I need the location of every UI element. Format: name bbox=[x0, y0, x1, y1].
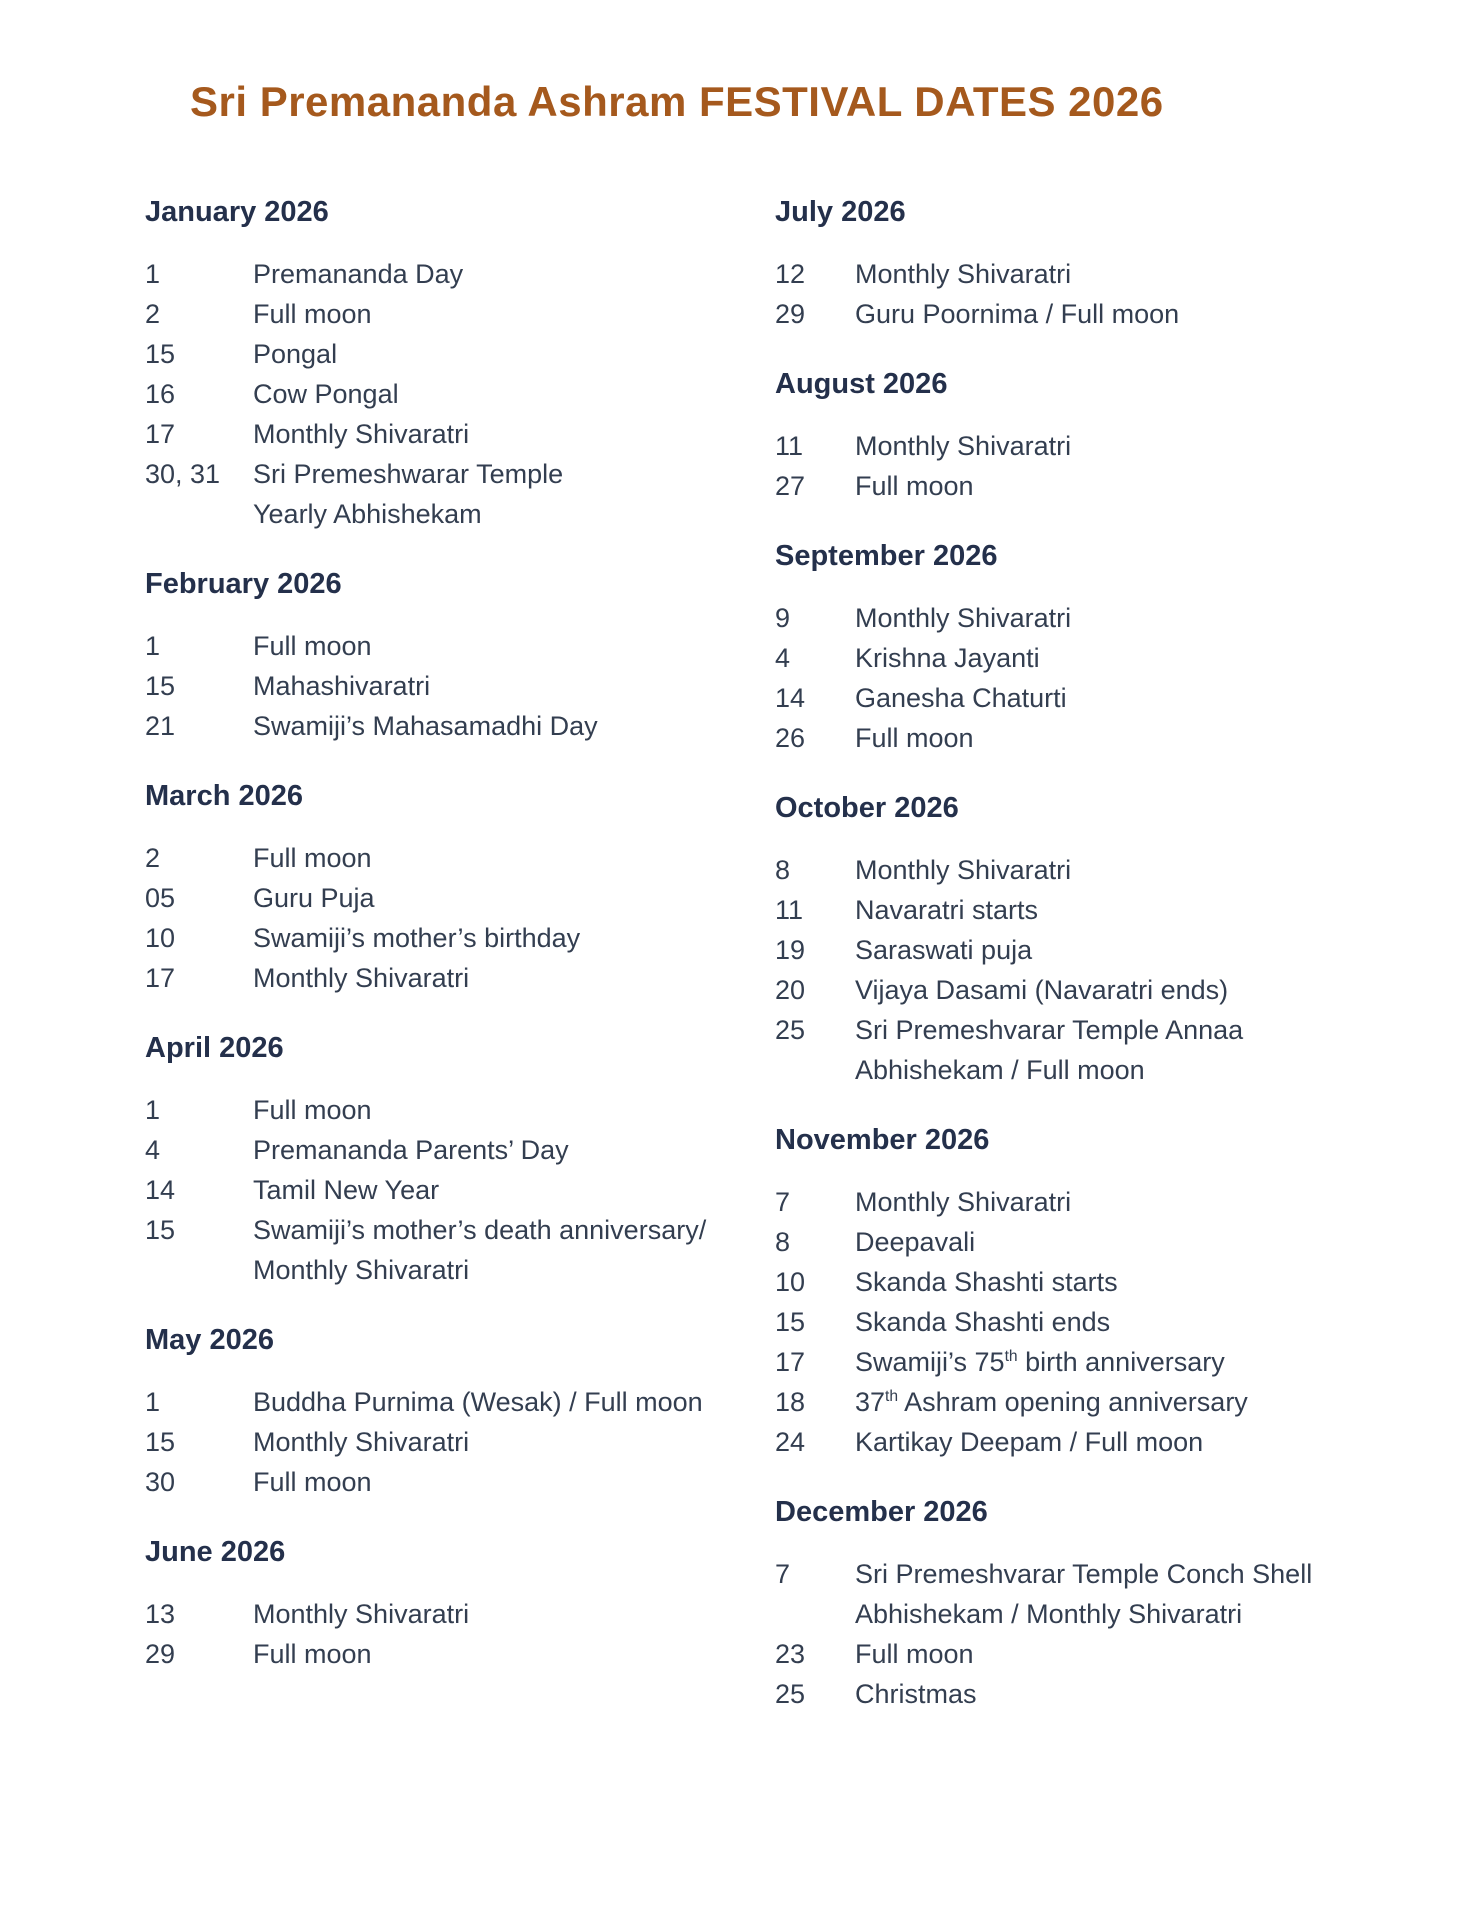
event-line: Monthly Shivaratri bbox=[253, 1255, 470, 1285]
event-line: Full moon bbox=[253, 1095, 372, 1125]
event-row bbox=[145, 294, 775, 334]
event-date: 7 bbox=[775, 1559, 791, 1589]
event-label bbox=[855, 466, 1484, 506]
event-row bbox=[775, 1010, 1484, 1090]
event-date: 19 bbox=[775, 935, 806, 965]
event-row bbox=[775, 598, 1484, 638]
month-section bbox=[775, 536, 1484, 758]
month-section bbox=[145, 564, 775, 746]
month-section bbox=[775, 1120, 1484, 1462]
event-date: 9 bbox=[775, 603, 791, 633]
event-line: Sri Premeshvarar Temple Conch Shell bbox=[855, 1559, 1313, 1589]
event-label bbox=[253, 626, 775, 666]
left-column bbox=[145, 192, 775, 1744]
event-date: 18 bbox=[775, 1387, 806, 1417]
event-label bbox=[855, 970, 1484, 1010]
event-label bbox=[253, 878, 775, 918]
event-date: 12 bbox=[775, 259, 806, 289]
event-row bbox=[775, 1262, 1484, 1302]
event-line: Full moon bbox=[855, 471, 974, 501]
event-label bbox=[253, 1130, 775, 1170]
event-row bbox=[775, 850, 1484, 890]
event-date: 17 bbox=[775, 1347, 806, 1377]
event-label bbox=[855, 1262, 1484, 1302]
event-label bbox=[855, 718, 1484, 758]
event-date: 13 bbox=[145, 1599, 176, 1629]
event-date: 23 bbox=[775, 1639, 806, 1669]
event-line: Full moon bbox=[253, 299, 372, 329]
event-row bbox=[145, 1594, 775, 1634]
event-row bbox=[145, 454, 775, 534]
event-line: Monthly Shivaratri bbox=[855, 603, 1072, 633]
event-row bbox=[775, 970, 1484, 1010]
event-row bbox=[145, 1130, 775, 1170]
month-heading: January 2026 bbox=[145, 196, 329, 228]
event-label bbox=[253, 374, 775, 414]
event-row bbox=[145, 918, 775, 958]
event-row bbox=[145, 1382, 775, 1422]
event-row bbox=[145, 626, 775, 666]
event-label bbox=[253, 1170, 775, 1210]
event-label bbox=[253, 918, 775, 958]
event-date: 1 bbox=[145, 631, 161, 661]
month-section bbox=[775, 1492, 1484, 1714]
month-section bbox=[145, 1532, 775, 1674]
event-label bbox=[855, 850, 1484, 890]
event-line: 37th Ashram opening anniversary bbox=[855, 1387, 1248, 1417]
event-row bbox=[775, 678, 1484, 718]
page-title: Sri Premananda Ashram FESTIVAL DATES 2026 bbox=[190, 78, 1164, 125]
event-row bbox=[775, 466, 1484, 506]
right-column bbox=[775, 192, 1484, 1744]
event-row bbox=[775, 1422, 1484, 1462]
month-section bbox=[775, 192, 1484, 334]
event-date: 16 bbox=[145, 379, 176, 409]
event-date: 2 bbox=[145, 299, 161, 329]
event-row bbox=[775, 1342, 1484, 1382]
event-label bbox=[253, 1382, 775, 1422]
event-line: Monthly Shivaratri bbox=[253, 1427, 470, 1457]
event-line: Saraswati puja bbox=[855, 935, 1033, 965]
month-section bbox=[145, 1028, 775, 1290]
event-label bbox=[855, 678, 1484, 718]
event-line: Christmas bbox=[855, 1679, 977, 1709]
event-line: Tamil New Year bbox=[253, 1175, 440, 1205]
event-date: 4 bbox=[145, 1135, 161, 1165]
month-heading: March 2026 bbox=[145, 780, 303, 812]
event-row bbox=[775, 294, 1484, 334]
event-row bbox=[775, 1222, 1484, 1262]
month-section bbox=[775, 364, 1484, 506]
event-label bbox=[855, 1222, 1484, 1262]
event-line: Ganesha Chaturti bbox=[855, 683, 1067, 713]
event-line: Vijaya Dasami (Navaratri ends) bbox=[855, 975, 1229, 1005]
event-date: 15 bbox=[775, 1307, 806, 1337]
event-line: Monthly Shivaratri bbox=[855, 855, 1072, 885]
event-label bbox=[253, 1090, 775, 1130]
event-line: Full moon bbox=[253, 631, 372, 661]
event-date: 10 bbox=[145, 923, 176, 953]
month-heading: August 2026 bbox=[775, 368, 948, 400]
event-date: 11 bbox=[775, 895, 804, 925]
event-label bbox=[855, 1010, 1484, 1090]
event-label bbox=[253, 1210, 775, 1290]
event-date: 1 bbox=[145, 1387, 161, 1417]
event-row bbox=[775, 1554, 1484, 1634]
event-label bbox=[855, 1302, 1484, 1342]
event-date: 1 bbox=[145, 259, 161, 289]
event-date: 4 bbox=[775, 643, 791, 673]
event-date: 15 bbox=[145, 339, 176, 369]
event-date: 20 bbox=[775, 975, 806, 1005]
event-line: Navaratri starts bbox=[855, 895, 1039, 925]
event-date: 29 bbox=[145, 1639, 176, 1669]
month-section bbox=[145, 1320, 775, 1502]
event-label bbox=[253, 334, 775, 374]
event-line: Swamiji’s mother’s birthday bbox=[253, 923, 581, 953]
month-heading: December 2026 bbox=[775, 1496, 988, 1528]
event-row bbox=[145, 374, 775, 414]
event-label bbox=[253, 1462, 775, 1502]
event-label bbox=[253, 666, 775, 706]
month-heading: July 2026 bbox=[775, 196, 906, 228]
event-line: Abhishekam / Full moon bbox=[855, 1055, 1145, 1085]
event-date: 30, 31 bbox=[145, 459, 221, 489]
event-row bbox=[145, 666, 775, 706]
event-row bbox=[775, 890, 1484, 930]
event-row bbox=[145, 1090, 775, 1130]
event-line: Monthly Shivaratri bbox=[855, 431, 1072, 461]
event-date: 05 bbox=[145, 883, 176, 913]
event-label bbox=[855, 890, 1484, 930]
event-date: 10 bbox=[775, 1267, 806, 1297]
event-line: Guru Puja bbox=[253, 883, 375, 913]
event-date: 15 bbox=[145, 1215, 176, 1245]
event-row bbox=[775, 638, 1484, 678]
event-label bbox=[855, 1342, 1484, 1382]
event-line: Guru Poornima / Full moon bbox=[855, 299, 1180, 329]
event-line: Deepavali bbox=[855, 1227, 976, 1257]
month-heading: October 2026 bbox=[775, 792, 959, 824]
event-label bbox=[855, 638, 1484, 678]
event-line: Pongal bbox=[253, 339, 338, 369]
event-line: Swamiji’s 75th birth anniversary bbox=[855, 1347, 1225, 1377]
event-line: Swamiji’s Mahasamadhi Day bbox=[253, 711, 598, 741]
event-label bbox=[253, 838, 775, 878]
event-row bbox=[145, 1462, 775, 1502]
event-row bbox=[145, 1422, 775, 1462]
event-line: Monthly Shivaratri bbox=[253, 419, 470, 449]
event-date: 26 bbox=[775, 723, 806, 753]
event-line: Full moon bbox=[253, 843, 372, 873]
event-row bbox=[145, 1170, 775, 1210]
event-label bbox=[855, 1634, 1484, 1674]
event-line: Abhishekam / Monthly Shivaratri bbox=[855, 1599, 1243, 1629]
event-date: 15 bbox=[145, 1427, 176, 1457]
event-line: Monthly Shivaratri bbox=[253, 963, 470, 993]
event-line: Mahashivaratri bbox=[253, 671, 431, 701]
event-label bbox=[855, 1554, 1484, 1634]
event-date: 8 bbox=[775, 855, 791, 885]
event-row bbox=[775, 1382, 1484, 1422]
event-date: 11 bbox=[775, 431, 804, 461]
event-line: Yearly Abhishekam bbox=[253, 499, 482, 529]
event-line: Full moon bbox=[855, 1639, 974, 1669]
event-row bbox=[145, 254, 775, 294]
event-label bbox=[855, 294, 1484, 334]
event-row bbox=[145, 1210, 775, 1290]
event-row bbox=[775, 718, 1484, 758]
event-line: Monthly Shivaratri bbox=[253, 1599, 470, 1629]
event-line: Sri Premeshwarar Temple bbox=[253, 459, 564, 489]
event-label bbox=[253, 294, 775, 334]
event-row bbox=[145, 878, 775, 918]
event-row bbox=[775, 1302, 1484, 1342]
event-label bbox=[855, 254, 1484, 294]
event-row bbox=[775, 1182, 1484, 1222]
event-date: 15 bbox=[145, 671, 176, 701]
event-date: 29 bbox=[775, 299, 806, 329]
month-heading: April 2026 bbox=[145, 1032, 284, 1064]
event-row bbox=[145, 1634, 775, 1674]
event-label bbox=[855, 930, 1484, 970]
month-section bbox=[145, 776, 775, 998]
event-label bbox=[253, 254, 775, 294]
event-row bbox=[145, 838, 775, 878]
event-label bbox=[253, 414, 775, 454]
event-date: 24 bbox=[775, 1427, 806, 1457]
event-row bbox=[775, 1634, 1484, 1674]
event-row bbox=[775, 930, 1484, 970]
event-line: Skanda Shashti starts bbox=[855, 1267, 1118, 1297]
event-label bbox=[253, 958, 775, 998]
event-label bbox=[253, 706, 775, 746]
event-label bbox=[855, 1382, 1484, 1422]
event-date: 30 bbox=[145, 1467, 176, 1497]
event-row bbox=[145, 706, 775, 746]
event-line: Monthly Shivaratri bbox=[855, 1187, 1072, 1217]
month-section bbox=[145, 192, 775, 534]
event-date: 27 bbox=[775, 471, 806, 501]
event-row bbox=[775, 254, 1484, 294]
event-date: 17 bbox=[145, 963, 176, 993]
event-label bbox=[855, 1674, 1484, 1714]
event-date: 8 bbox=[775, 1227, 791, 1257]
calendar-columns bbox=[0, 192, 1484, 1744]
event-line: Buddha Purnima (Wesak) / Full moon bbox=[253, 1387, 703, 1417]
event-line: Monthly Shivaratri bbox=[855, 259, 1072, 289]
month-heading: September 2026 bbox=[775, 540, 998, 572]
month-section bbox=[775, 788, 1484, 1090]
event-date: 17 bbox=[145, 419, 176, 449]
event-date: 2 bbox=[145, 843, 161, 873]
month-heading: February 2026 bbox=[145, 568, 342, 600]
event-line: Kartikay Deepam / Full moon bbox=[855, 1427, 1204, 1457]
event-date: 25 bbox=[775, 1679, 806, 1709]
event-line: Skanda Shashti ends bbox=[855, 1307, 1111, 1337]
event-line: Full moon bbox=[253, 1467, 372, 1497]
event-line: Cow Pongal bbox=[253, 379, 399, 409]
month-heading: May 2026 bbox=[145, 1324, 274, 1356]
month-heading: June 2026 bbox=[145, 1536, 286, 1568]
event-label bbox=[855, 598, 1484, 638]
event-line: Premananda Parents’ Day bbox=[253, 1135, 569, 1165]
event-date: 7 bbox=[775, 1187, 791, 1217]
event-label bbox=[855, 1182, 1484, 1222]
event-line: Sri Premeshvarar Temple Annaa bbox=[855, 1015, 1244, 1045]
event-label bbox=[855, 1422, 1484, 1462]
event-line: Premananda Day bbox=[253, 259, 464, 289]
event-date: 14 bbox=[145, 1175, 176, 1205]
event-label bbox=[253, 1594, 775, 1634]
event-line: Krishna Jayanti bbox=[855, 643, 1040, 673]
event-row bbox=[145, 414, 775, 454]
event-label bbox=[253, 454, 775, 534]
event-row bbox=[775, 1674, 1484, 1714]
event-line: Swamiji’s mother’s death anniversary/ bbox=[253, 1215, 707, 1245]
event-line: Full moon bbox=[855, 723, 974, 753]
event-date: 25 bbox=[775, 1015, 806, 1045]
event-label bbox=[855, 426, 1484, 466]
event-date: 21 bbox=[145, 711, 176, 741]
event-line: Full moon bbox=[253, 1639, 372, 1669]
event-row bbox=[145, 958, 775, 998]
event-label bbox=[253, 1422, 775, 1462]
event-row bbox=[145, 334, 775, 374]
event-label bbox=[253, 1634, 775, 1674]
event-date: 1 bbox=[145, 1095, 161, 1125]
month-heading: November 2026 bbox=[775, 1124, 990, 1156]
event-date: 14 bbox=[775, 683, 806, 713]
event-row bbox=[775, 426, 1484, 466]
